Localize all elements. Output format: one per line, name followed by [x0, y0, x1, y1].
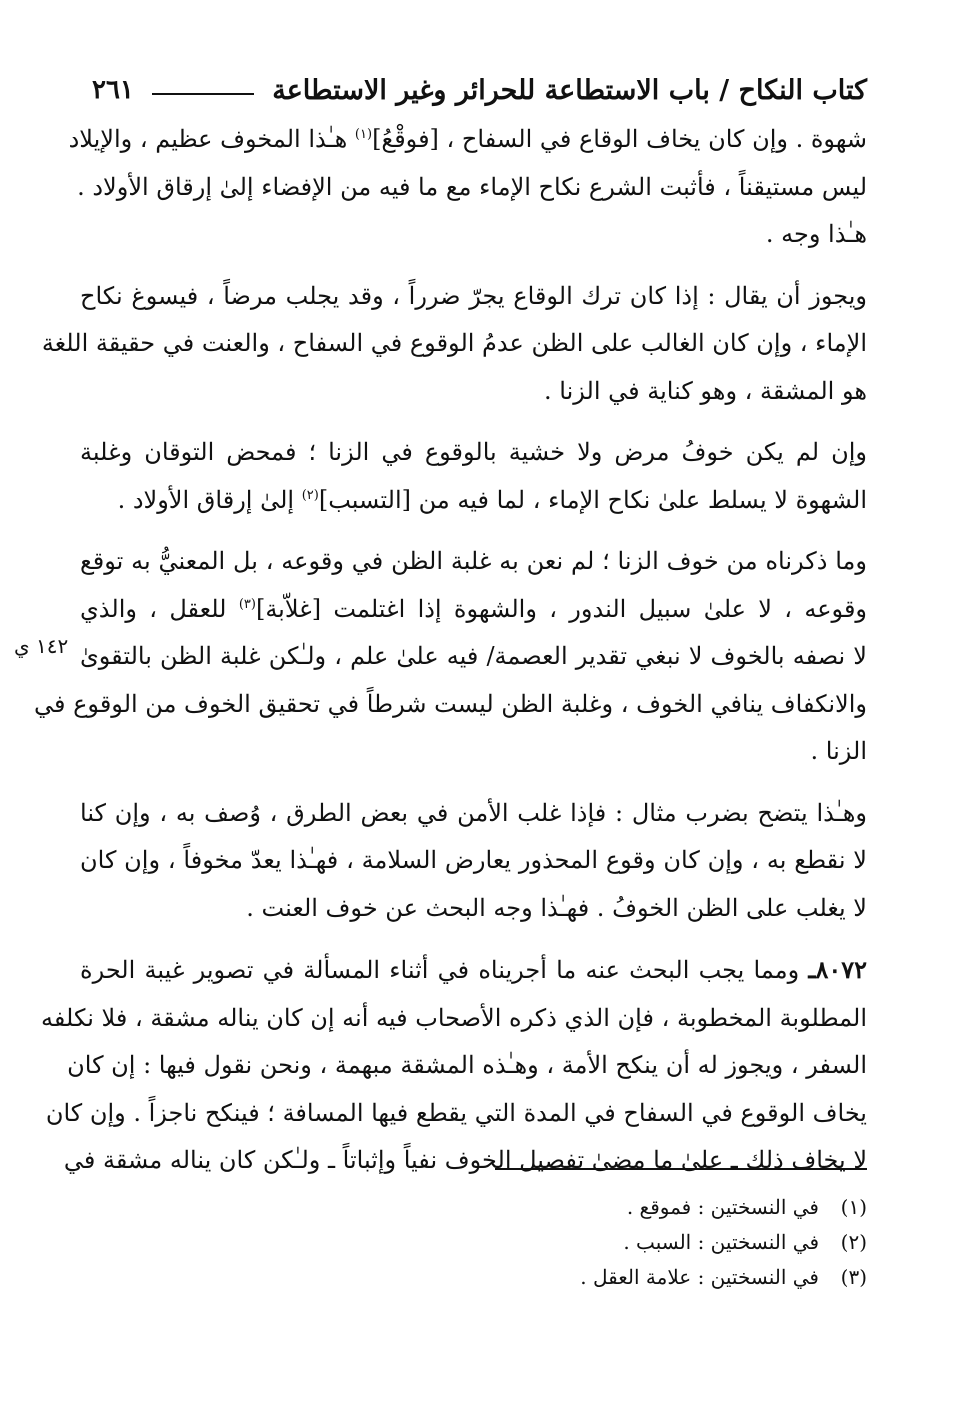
text-line: الزنا . [810, 737, 867, 765]
footnote [300, 1190, 867, 1225]
text-line: لا نقطع به ، وإن كان وقوع المحذور يعارض السلامة ، فهـٰذا يعدّ مخوفاً ، وإن كان [80, 846, 867, 874]
footnote [300, 1260, 867, 1295]
footnote-text: في النسختين : فموقع . [626, 1195, 819, 1219]
footnote-number: (١) [840, 1195, 867, 1219]
text-line: لا نصفه بالخوف لا نبغي تقدير العصمة/ فيه علىٰ علم ، ولـٰكن غلبة الظن بالتقوىٰ [80, 642, 867, 670]
footnote-rule [495, 1168, 867, 1170]
paragraph-3 [80, 429, 867, 524]
text-line: يخاف الوقوع في السفاح في المدة التي يقطع فيها المسافة ؛ فينكح ناجزاً . وإن كان [45, 1098, 867, 1127]
header-rule [152, 93, 254, 95]
paragraph-2 [41, 273, 867, 416]
footnotes [300, 1190, 867, 1295]
paragraph-6 [41, 946, 867, 1185]
footnote [300, 1225, 867, 1260]
footnote-ref-1: (١) [354, 127, 373, 142]
text-line: ويجوز أن يقال : إذا كان ترك الوقاع يجرّ ضرراً ، وقد يجلب مرضاً ، فيسوغ نكاح [80, 281, 867, 310]
text-line: المطلوبة المخطوبة ، فإن الذي ذكره الأصحاب فيه أنه إن كان يناله مشقة ، فلا نكلفه [41, 1003, 867, 1032]
text-line: الإماء ، وإن كان الغالب على الظن عدمُ الوقوع في السفاح ، والعنت في حقيقة اللغة [41, 329, 867, 357]
margin-folio-note: ١٤٢ ي [14, 634, 69, 658]
section-number: ٨٠٧٢ـ [808, 955, 867, 984]
header-title: كتاب النكاح / باب الاستطاعة للحرائر وغير الاستطاعة [272, 74, 867, 106]
text-line: هو المشقة ، وهو كناية في الزنا . [544, 376, 867, 405]
page-number: ٢٦١ [92, 75, 134, 105]
footnote-ref-3: (٣) [238, 596, 256, 612]
text-line: وهـٰذا يتضح بضرب مثال : فإذا غلب الأمن في بعض الطرق ، وُصف به ، وإن كنا [80, 798, 867, 827]
paragraph-5 [80, 790, 867, 933]
footnote-number: (٣) [840, 1265, 867, 1289]
text-line: السفر ، ويجوز له أن ينكح الأمة ، وهـٰذه المشقة مبهمة ، ونحن نقول فيها : إن كان [67, 1051, 867, 1079]
text-line: والانكفاف ينافي الخوف ، وغلبة الظن ليست شرطاً في تحقيق الخوف من الوقوع في [34, 689, 867, 718]
text-line: ليس مستيقناً ، فأثبت الشرع نكاح الإماء مع ما فيه من الإفضاء إلىٰ إرقاق الأولاد . [77, 172, 867, 201]
text-line: الشهوة لا يسلط علىٰ نكاح الإماء ، لما فيه من [التسبب]$^{(٢)}$ إلىٰ إرقاق الأولاد . [117, 485, 867, 514]
text-line: وإن لم يكن خوفُ مرض ولا خشية بالوقوع في الزنا ؛ فمحض التوقان وغلبة [80, 438, 867, 466]
text-line: وقوعه ، لا علىٰ سبيل الندور ، والشهوة إذا اغتلمت [غلاّبة]$^{(٣)}$ للعقل ، والذي [80, 594, 868, 623]
text-line: وما ذكرناه من خوف الزنا ؛ لم نعن به غلبة الظن في وقوعه ، بل المعنيُّ به توقع [80, 547, 867, 575]
footnote-number: (٢) [840, 1230, 867, 1254]
text-line: لا يغلب على الظن الخوفُ . فهـٰذا وجه البحث عن خوف العنت . [246, 893, 867, 922]
footnote-text: في النسختين : علامة العقل . [580, 1265, 819, 1289]
text-line: لا يخاف ذلك ـ علىٰ ما مضىٰ تفصيل الخوف نفياً وإثباتاً ـ ولـٰكن كان يناله مشقة في [63, 1146, 867, 1174]
running-header [92, 68, 867, 112]
footnote-text: في النسختين : السبب . [623, 1230, 819, 1254]
paragraph-1 [68, 116, 867, 259]
text-line: هـٰذا وجه . [765, 220, 867, 248]
text-line: ٨٠٧٢ـ ومما يجب البحث عنه ما أجريناه في أثناء المسألة في تصوير غيبة الحرة [80, 955, 867, 984]
text-line: شهوة . وإن كان يخاف الوقاع في السفاح ، [فوقْعُ]$^{(١)}$ هـٰذا المخوف عظيم ، والإيلاد [68, 125, 867, 153]
footnote-ref-2: (٢) [301, 487, 319, 503]
